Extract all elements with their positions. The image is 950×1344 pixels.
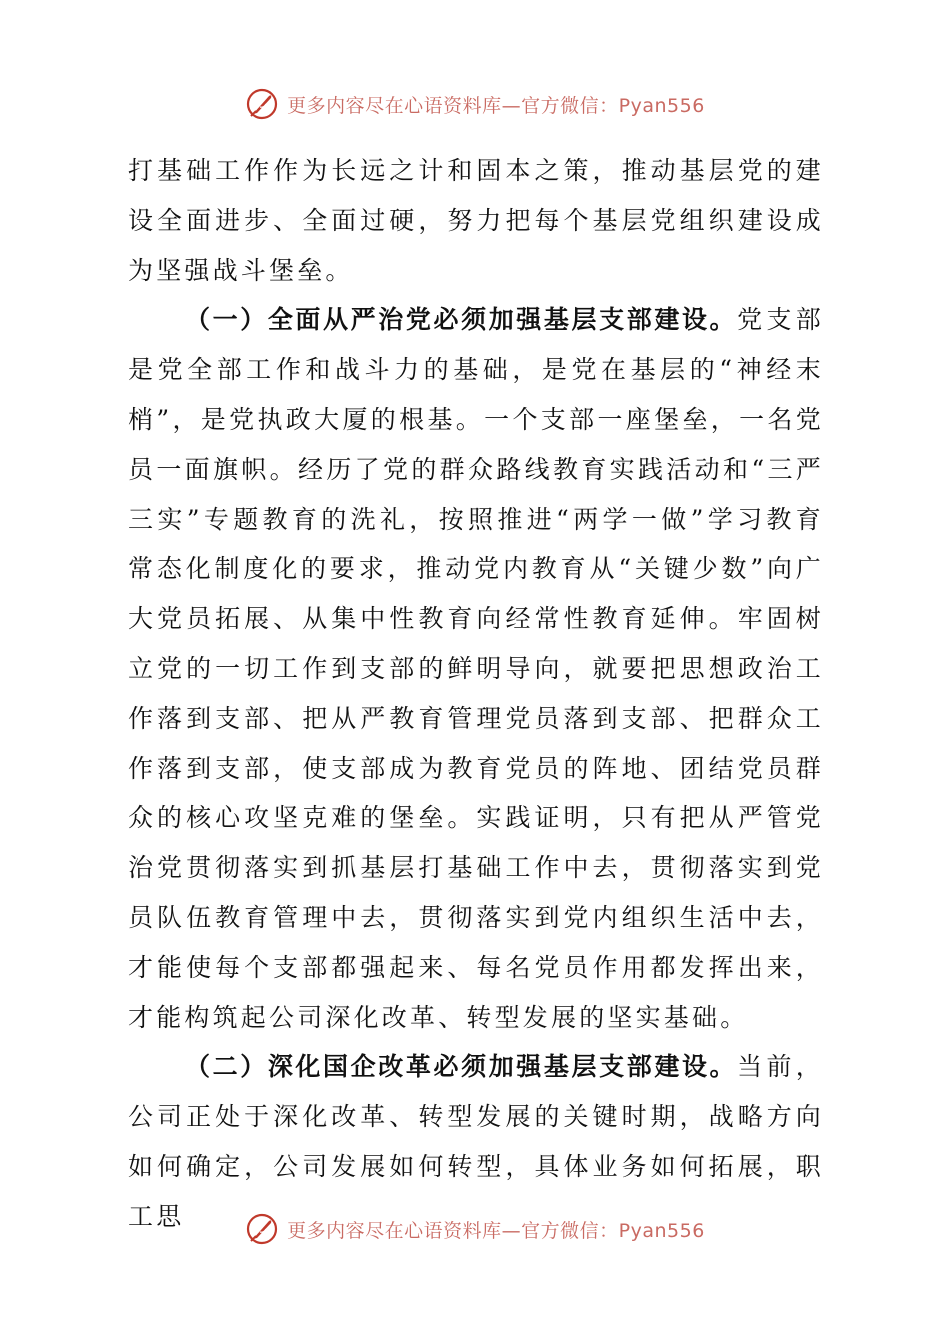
paragraph-body: 当前，公司正处于深化改革、转型发展的关键时期，战略方向如何确定，公司发展如何转型，具体业务如何拓展，职工思 bbox=[128, 1052, 824, 1231]
quill-logo-icon bbox=[245, 87, 279, 121]
paragraph-body: 打基础工作作为长远之计和固本之策，推动基层党的建设全面进步、全面过硬，努力把每个基层党组织建设成为坚强战斗堡垒。 bbox=[128, 156, 824, 285]
section-heading: （一）全面从严治党必须加强基层支部建设。 bbox=[185, 305, 738, 335]
header-watermark-text: 更多内容尽在心语资料库—官方微信：Pyan556 bbox=[287, 94, 705, 117]
paragraph-intro bbox=[128, 146, 824, 295]
footer-watermark-text: 更多内容尽在心语资料库—官方微信：Pyan556 bbox=[287, 1219, 705, 1242]
header-watermark-banner bbox=[0, 82, 950, 126]
paragraph-body: 党支部是党全部工作和战斗力的基础，是党在基层的“神经末梢”，是党执政大厦的根基。一个支部一座堡垒，一名党员一面旗帜。经历了党的群众路线教育实践活动和“三严三实”专题教育的洗礼，按照推进“两学一做”学习教育常态化制度化的要求，推动党内教育从“关键少数”向广大党员拓展、从集中性教育向经常性教育延伸。牢固树立党的一切工作到支部的鲜明导向，就要把思想政治工作落到支部、把从严教育管理党员落到支部、把群众工作落到支部，使支部成为教育党员的阵地、团结党员群众的核心攻坚克难的堡垒。实践证明，只有把从严管党治党贯彻落实到抓基层打基础工作中去，贯彻落实到党员队伍教育管理中去，贯彻落实到党内组织生活中去，才能使每个支部都强起来、每名党员作用都发挥出来，才能构筑起公司深化改革、转型发展的坚实基础。 bbox=[128, 305, 824, 1032]
paragraph-section-1 bbox=[128, 295, 824, 1042]
footer-watermark-banner bbox=[0, 1207, 950, 1251]
document-body bbox=[128, 146, 824, 1242]
section-heading: （二）深化国企改革必须加强基层支部建设。 bbox=[185, 1052, 738, 1082]
quill-logo-icon bbox=[245, 1212, 279, 1246]
